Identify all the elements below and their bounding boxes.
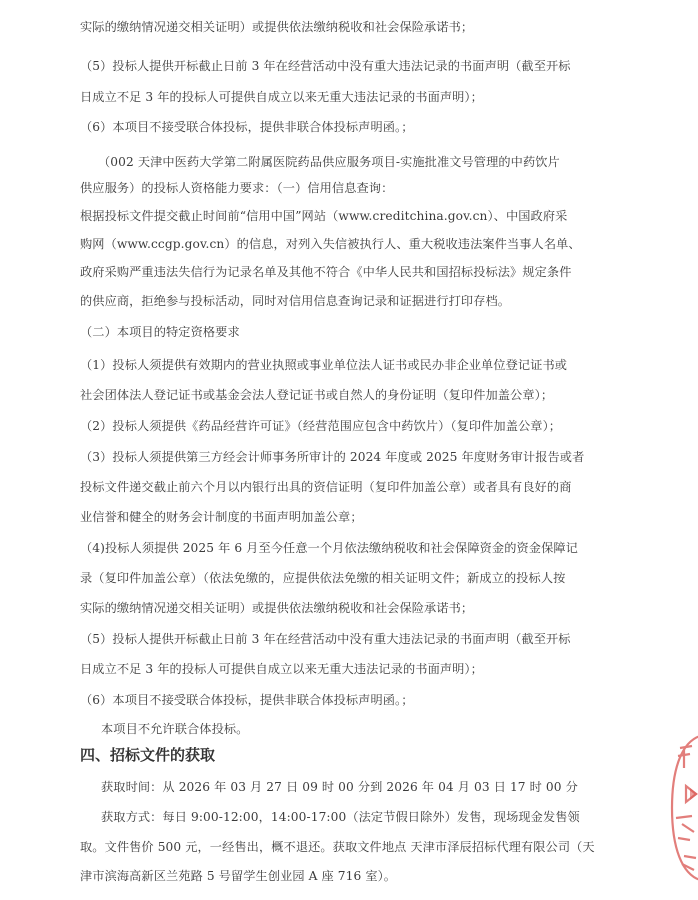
text-line: （5）投标人提供开标截止日前 3 年在经营活动中没有重大违法记录的书面声明（截至开标 <box>80 632 571 646</box>
text-line: 业信誉和健全的财务会计制度的书面声明加盖公章； <box>80 510 363 524</box>
text-line: 获取方式：每日 9:00-12:00，14:00-17:00（法定节假日除外）发售，现场现金发售领 <box>101 810 580 824</box>
text-line: （002 天津中医药大学第二附属医院药品供应服务项目-实施批准文号管理的中药饮片 <box>98 155 560 169</box>
text-line: （1）投标人须提供有效期内的营业执照或事业单位法人证书或民办非企业单位登记证书或 <box>80 358 568 372</box>
red-seal-stamp-icon <box>662 728 698 888</box>
text-line: （6）本项目不接受联合体投标，提供非联合体投标声明函。； <box>80 693 414 707</box>
text-line: 的供应商，拒绝参与投标活动，同时对信用信息查询记录和证据进行打印存档。 <box>80 294 511 308</box>
text-line: 社会团体法人登记证书或基金会法人登记证书或自然人的身份证明（复印件加盖公章）； <box>80 388 554 402</box>
section-heading: 四、招标文件的获取 <box>80 746 216 764</box>
text-line: 供应服务）的投标人资格能力要求：（一）信用信息查询： <box>80 181 394 195</box>
text-line: 本项目不允许联合体投标。 <box>101 722 249 736</box>
text-line: （3）投标人须提供第三方经会计师事务所审计的 2024 年度或 2025 年度财务审计报告或者 <box>80 450 585 464</box>
text-line: 购网（www.ccgp.gov.cn）的信息，对列入失信被执行人、重大税收违法案件当事人名单、 <box>80 237 581 251</box>
text-line: 获取时间：从 2026 年 03 月 27 日 09 时 00 分到 2026 年 04 月 03 日 17 时 00 分 <box>101 780 578 794</box>
text-line: 取。文件售价 500 元，一经售出，概不退还。获取文件地点 天津市泽辰招标代理有限公司（天 <box>80 840 595 854</box>
text-line: 日成立不足 3 年的投标人可提供自成立以来无重大违法记录的书面声明）； <box>80 90 483 104</box>
section-subheading: （二）本项目的特定资格要求 <box>80 325 240 339</box>
text-line: （4)投标人须提供 2025 年 6 月至今任意一个月依法缴纳税收和社会保障资金的资金保障记 <box>80 541 578 555</box>
text-line: （6）本项目不接受联合体投标，提供非联合体投标声明函。； <box>80 120 414 134</box>
text-line: 政府采购严重违法失信行为记录名单及其他不符合《中华人民共和国招标投标法》规定条件 <box>80 265 572 279</box>
text-line: 录（复印件加盖公章）（依法免缴的，应提供依法免缴的相关证明文件；新成立的投标人按 <box>80 571 566 585</box>
text-line: 实际的缴纳情况递交相关证明）或提供依法缴纳税收和社会保险承诺书； <box>80 601 474 615</box>
text-line: 实际的缴纳情况递交相关证明）或提供依法缴纳税收和社会保险承诺书； <box>80 20 474 34</box>
text-line: （2）投标人须提供《药品经营许可证》（经营范围应包含中药饮片）（复印件加盖公章）； <box>80 419 562 433</box>
text-line: 投标文件递交截止前六个月以内银行出具的资信证明（复印件加盖公章）或者具有良好的商 <box>80 480 572 494</box>
text-line: 根据投标文件提交截止时间前“信用中国”网站（www.creditchina.gov.cn）、中国政府采 <box>80 209 568 223</box>
text-line: （5）投标人提供开标截止日前 3 年在经营活动中没有重大违法记录的书面声明（截至开标 <box>80 59 571 73</box>
text-line: 津市滨海高新区兰苑路 5 号留学生创业园 A 座 716 室）。 <box>80 869 397 883</box>
text-line: 日成立不足 3 年的投标人可提供自成立以来无重大违法记录的书面声明）； <box>80 662 483 676</box>
